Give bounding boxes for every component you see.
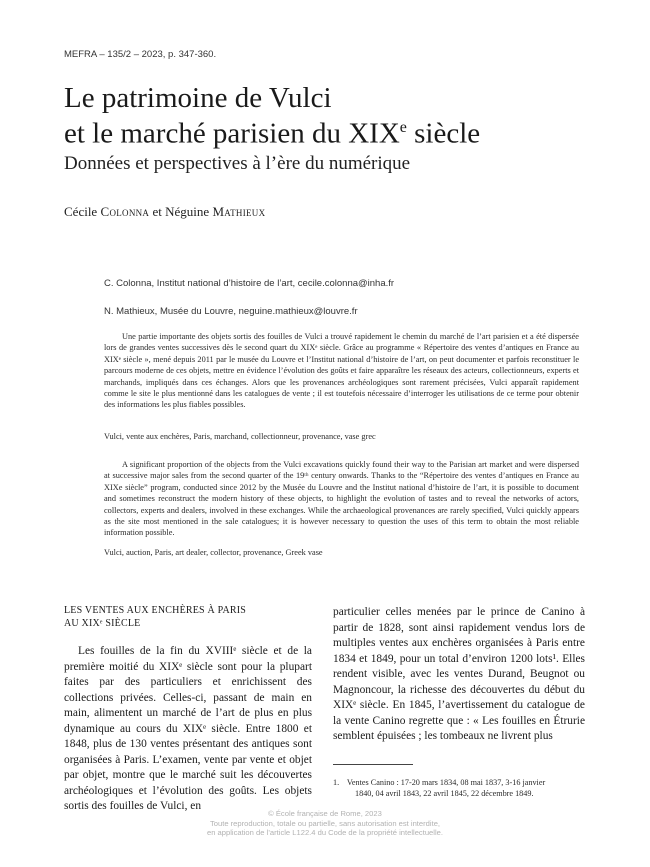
author-2-family: Mathieux [212, 204, 266, 219]
section-heading [64, 604, 312, 630]
copyright-line-1: © École française de Rome, 2023 [268, 809, 382, 818]
footnote-line-1: Ventes Canino : 17-20 mars 1834, 08 mai 1837, 3-16 janvier [346, 778, 546, 787]
section-heading-line-2: AU XIXᵉ SIÈCLE [64, 618, 141, 629]
title-line-1: Le patrimoine de Vulci [64, 82, 332, 114]
footnote [333, 777, 588, 800]
abstract-en-text: A significant proportion of the objects from the Vulci excavations quickly found their way to the Parisian art market and were dispersed at successive major sales from the second quarter of the 19ᵗʰ century onwards. Thanks to the “Répertoire des ventes d’antiques en France au XIXe siècle” program, conducted since 2012 by the Musée du Louvre and the Institut national d’histoire de l’art, it is possible to document and sometimes reconstruct the modern history of these objects, to highlight the evolution of tastes and to reveal the networks of actors, collectors, experts and dealers, involved in these exchanges. While the archaeological provenances are rarely specified, Vulci quickly appears as the site most mentioned in the sale catalogues; it is however necessary to question the uses of this term to obtain the most reliable information possible. [104, 460, 579, 538]
authors [64, 204, 265, 220]
copyright-line-2: Toute reproduction, totale ou partielle, sans autorisation est interdite, [209, 818, 441, 828]
body-right-text: particulier celles menées par le prince de Canino à partir de 1828, sont ainsi rapidement vendus lors de multiples ventes aux enchères organisées à Paris entre 1834 et 1849, pour un total d’environ 1200 lots¹. Elles rendent visible, avec les ventes Durand, Beugnot ou Magnoncour, la richesse des découvertes du début du XIXᵉ siècle. En 1845, l’avertissement du catalogue de la vente Canino regrette que : « Les fouilles en Étrurie semblent épuisées ; les tombeaux ne livrent plus [333, 606, 585, 742]
body-column-right [333, 605, 585, 745]
copyright-notice [150, 809, 500, 838]
title-superscript: e [399, 119, 407, 136]
affiliation-2: N. Mathieux, Musée du Louvre, neguine.mathieux@louvre.fr [104, 306, 358, 317]
author-1-family: Colonna [100, 204, 150, 219]
body-column-left [64, 644, 312, 815]
body-left-text: Les fouilles de la fin du XVIIIᵉ siècle et de la première moitié du XIXᵉ siècle sont pour la plupart faites par des particuliers et enrichissent des collections privées. Celles-ci, passant de main en main, alimentent un marché de l’art de plus en plus dynamique au cours du XIXᵉ siècle. Entre 1800 et 1848, plus de 130 ventes présentant des antiques sont organisées à Paris. L’examen, vente par vente et objet par objet, montre que le marché suit les découvertes archéologiques et l’évolution des goûts. Les objets sortis des fouilles de Vulci, en [64, 645, 312, 812]
footnote-number: 1. [333, 778, 340, 787]
section-heading-line-1: LES VENTES AUX ENCHÈRES À PARIS [64, 605, 247, 616]
footnote-line-2: 1840, 04 avril 1843, 22 avril 1845, 22 décembre 1849. [355, 789, 534, 799]
author-1-given: Cécile [64, 204, 98, 219]
footnote-rule [333, 764, 413, 765]
journal-reference: MEFRA – 135/2 – 2023, p. 347-360. [64, 49, 217, 60]
keywords-en: Vulci, auction, Paris, art dealer, collector, provenance, Greek vase [104, 548, 323, 557]
authors-conjunction: et [152, 204, 162, 219]
abstract-fr [104, 331, 579, 411]
article-subtitle: Données et perspectives à l’ère du numérique [64, 153, 411, 174]
abstract-fr-text: Une partie importante des objets sortis des fouilles de Vulci a trouvé rapidement le chemin du marché de l’art parisien et a été dispersée lors de grandes ventes successives dès le second quart du XIXᵉ siècle. Grâce au programme « Répertoire des ventes d’antiques en France au XIXᵉ siècle », mené depuis 2011 par le musée du Louvre et l’Institut national d’histoire de l’art, on peut documenter et parfois reconstituer le parcours moderne de ces objets, mettre en évidence l’évolution des goûts et faire apparaître les réseaux des acteurs, collectionneurs, experts et marchands, impliqués dans ces échanges. Alors que les provenances archéologiques sont rarement précisées, Vulci apparaît rapidement comme le site le plus mentionné dans les catalogues de vente ; il est toutefois nécessaire d’interroger les utilisations de ce terme pour obtenir des informations les plus fiables possibles. [104, 332, 579, 410]
author-2-given: Néguine [165, 204, 210, 219]
title-line-2-text: et le marché parisien du XIX [64, 117, 400, 150]
title-line-2-end: siècle [406, 117, 481, 150]
affiliation-1: C. Colonna, Institut national d’histoire de l’art, cecile.colonna@inha.fr [104, 278, 395, 289]
abstract-en [104, 459, 579, 539]
title-line-2 [64, 113, 604, 149]
copyright-line-3: en application de l’article L122.4 du Code de la propriété intellectuelle. [207, 828, 443, 838]
article-title [64, 83, 604, 149]
keywords-fr: Vulci, vente aux enchères, Paris, marchand, collectionneur, provenance, vase grec [104, 432, 376, 441]
